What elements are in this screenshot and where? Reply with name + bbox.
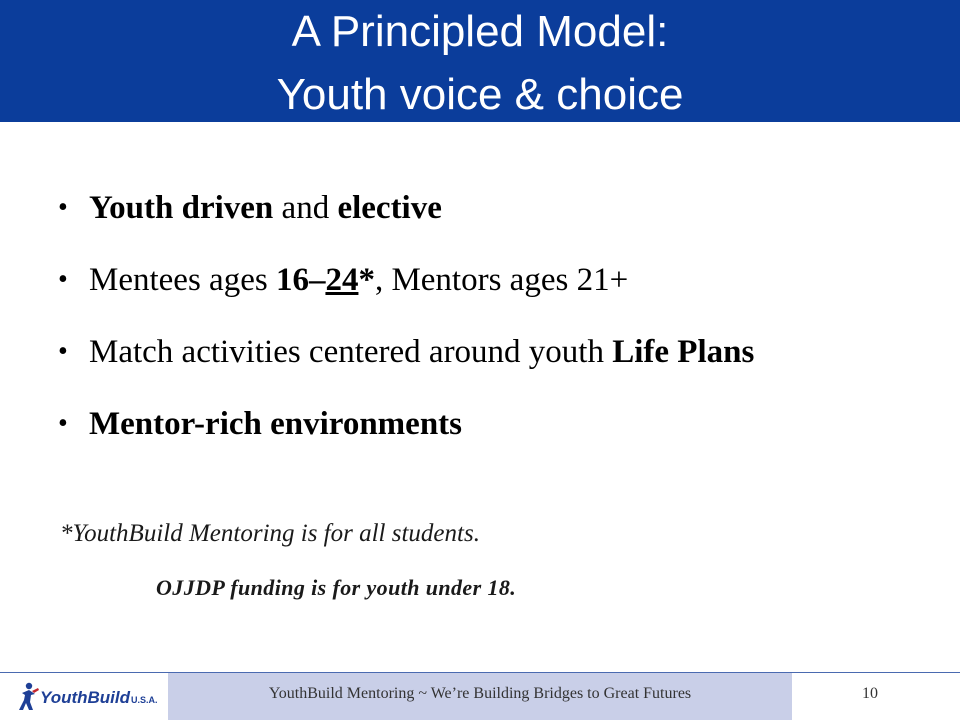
bullet-dot: • (58, 264, 68, 295)
bullet-text (89, 254, 628, 306)
bullet-item (58, 326, 938, 398)
bullet-plain: Mentees ages (89, 262, 276, 298)
slide-title-line-1: A Principled Model: (291, 7, 669, 56)
footnote-ojjdp-funding: OJJDP funding is for youth under 18. (156, 575, 517, 600)
slide-title-line-2: Youth voice & choice (276, 70, 684, 119)
bullet-emphasis-underlined: 24 (325, 262, 359, 298)
bullet-dot: • (58, 192, 68, 223)
youthbuild-logo (18, 680, 168, 712)
figure-icon (19, 683, 39, 710)
footer-tagline: YouthBuild Mentoring ~ We’re Building Bridges to Great Futures (268, 685, 692, 702)
footer-band (168, 673, 792, 720)
logo-wordmark: YouthBuild (40, 688, 131, 707)
bullet-plain: Match activities centered around youth (89, 334, 613, 370)
bullet-dot: • (58, 408, 68, 439)
logo-suffix: U.S.A. (131, 695, 158, 705)
bullet-list (58, 182, 938, 470)
bullet-emphasis: 16– (275, 262, 326, 298)
bullet-plain: and (273, 190, 338, 226)
bullet-dot: • (58, 336, 68, 367)
bullet-emphasis: Mentor-rich environments (89, 406, 463, 442)
bullet-emphasis: * (358, 262, 375, 298)
bullet-emphasis: elective (337, 190, 442, 226)
bullet-text (89, 182, 442, 234)
bullet-item (58, 398, 938, 470)
bullet-item (58, 182, 938, 254)
page-number: 10 (862, 685, 878, 702)
title-bar (0, 0, 960, 122)
footnote-all-students: *YouthBuild Mentoring is for all students. (60, 520, 480, 547)
bullet-emphasis: Life Plans (612, 334, 755, 370)
bullet-plain: , Mentors ages 21+ (374, 262, 629, 298)
bullet-emphasis: Youth driven (89, 190, 274, 226)
bullet-text (89, 326, 754, 378)
bullet-text (89, 398, 462, 450)
bullet-item (58, 254, 938, 326)
